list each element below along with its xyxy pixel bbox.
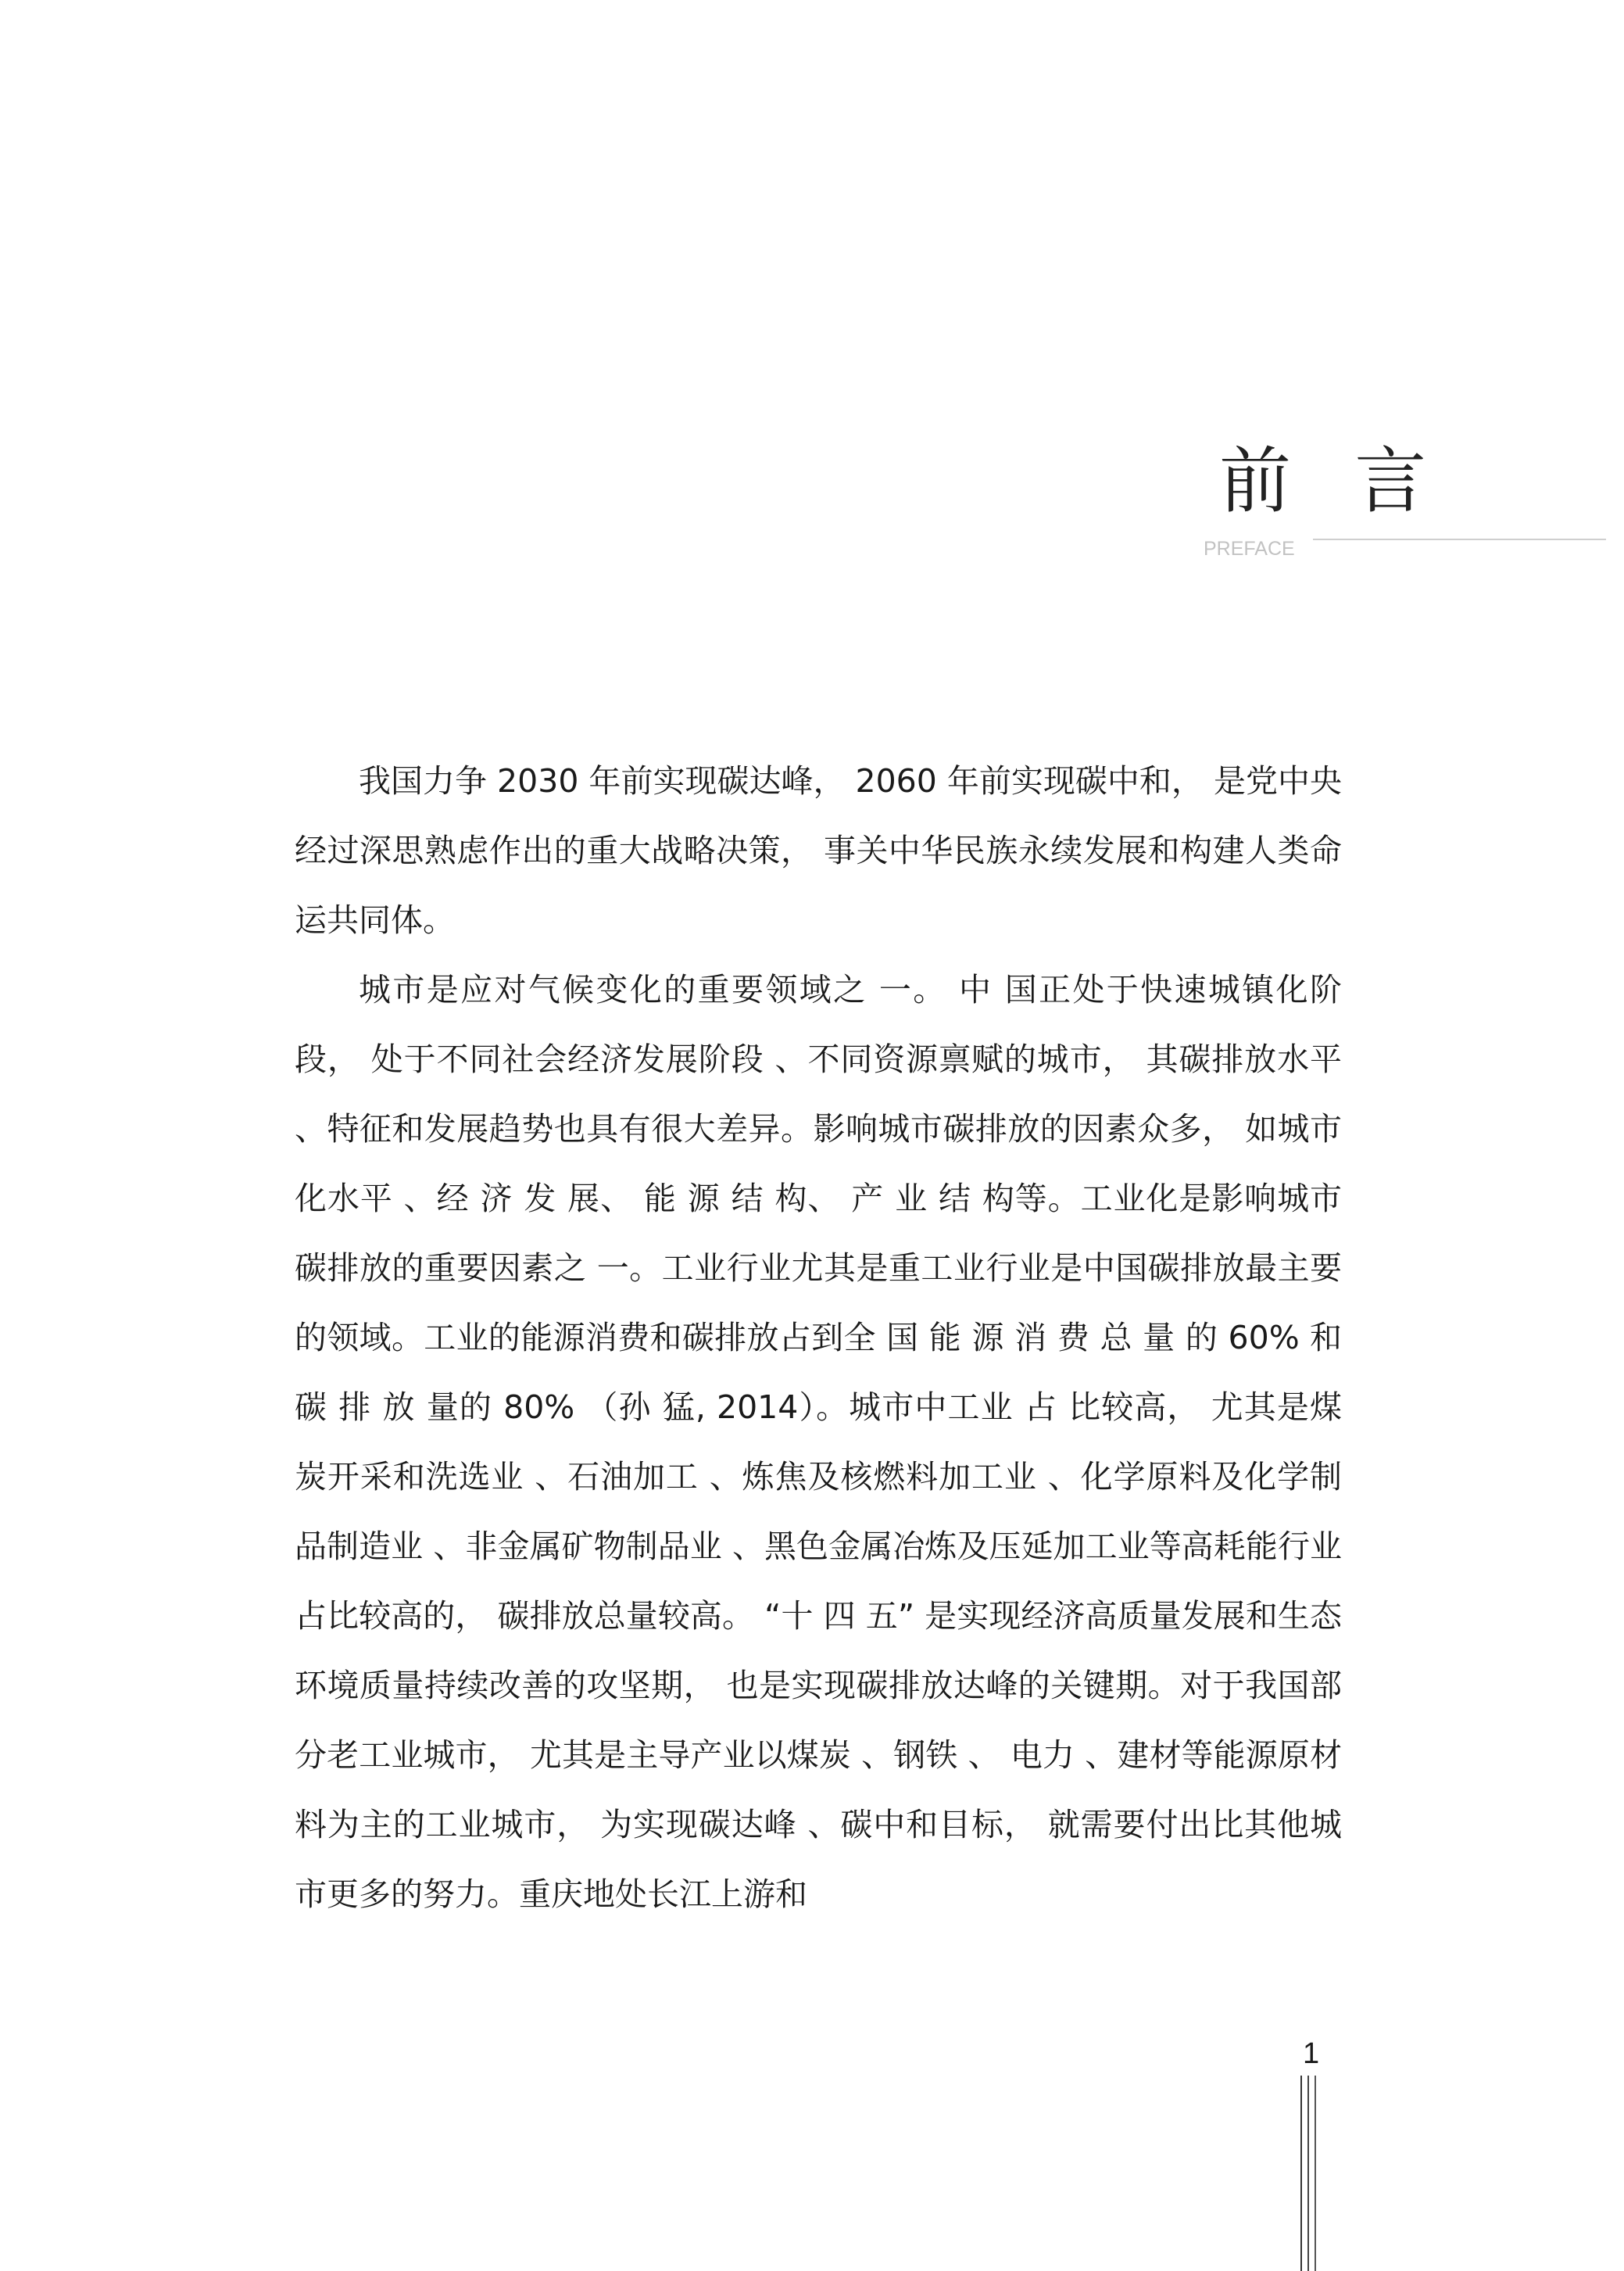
decorative-line [1315,2076,1316,2271]
paragraph-1: 我国力争 2030 年前实现碳达峰， 2060 年前实现碳中和， 是党中央经过深思熟虑作出的重大战略决策， 事关中华民族永续发展和构建人类命运共同体。 [295,762,1342,939]
decorative-line [1300,2076,1302,2271]
page-subtitle: PREFACE [1204,538,1295,560]
body-text [295,747,1342,1929]
title-divider [1313,539,1606,540]
paragraph-2: 城市是应对气候变化的重要领域之 一。 中 国正处于快速城镇化阶段， 处于不同社会经济发展阶段 、不同资源禀赋的城市， 其碳排放水平 、特征和发展趋势也具有很大差异。影响城市碳排放的因素众多， 如城市化水平 、经 济 发 展、 能 源 结 构、 产 业 结 构等。工业化是影响城市碳排放的重要因素之 一。工业行业尤其是重工业行业是中国碳排放最主要的领域。工业的能源消费和碳排放占到全 国 能 源 消 费 总 量 的 60% 和 碳 排 放 量的 80% （孙 猛, 2014）。城市中工业 占 比较高， 尤其是煤炭开采和洗选业 、石油加工 、炼焦及核燃料加工业 、化学原料及化学制品制造业 、非金属矿物制品业 、黑色金属冶炼及压延加工业等高耗能行业 占比较高的， 碳排放总量较高。 “十 四 五” 是实现经济高质量发展和生态环境质量持续改善的攻坚期， 也是实现碳排放达峰的关键期。对于我国部分老工业城市， 尤其是主导产业以煤炭 、钢铁 、 电力 、建材等能源原材料为主的工业城市， 为实现碳达峰 、碳中和目标， 就需要付出比其他城市更多的努力。重庆地处长江上游和 [295,971,1342,1913]
page-number: 1 [1303,2037,1320,2070]
decorative-line [1307,2076,1309,2271]
page-title: 前 言 [1219,439,1447,523]
